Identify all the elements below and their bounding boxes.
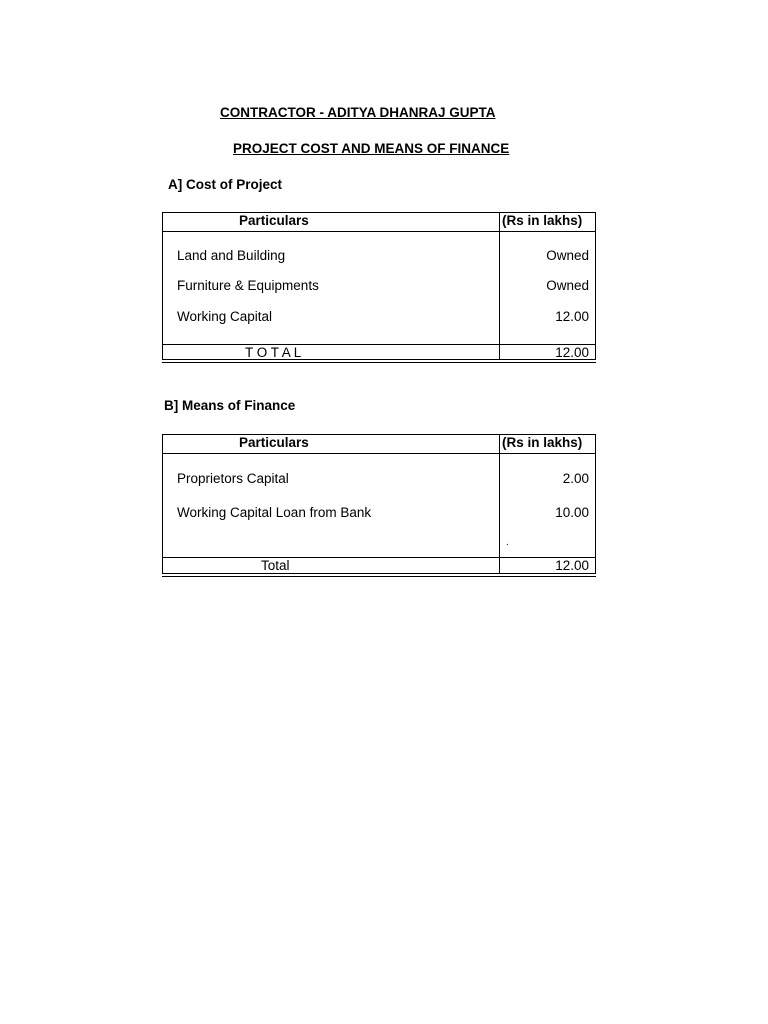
double-underline [162, 362, 596, 363]
table-row-value: Owned [546, 278, 589, 293]
table-row-value: 2.00 [562, 471, 589, 486]
total-label: T O T A L [245, 345, 302, 360]
total-divider [163, 557, 595, 558]
total-value: 12.00 [555, 558, 589, 573]
total-value: 12.00 [555, 345, 589, 360]
cost-of-project-table [162, 212, 596, 360]
stray-mark: . [506, 537, 509, 548]
header-divider [163, 453, 595, 454]
table-row-label: Furniture & Equipments [177, 278, 319, 293]
contractor-title: CONTRACTOR - ADITYA DHANRAJ GUPTA [220, 105, 496, 120]
double-underline [162, 576, 596, 577]
table-row-label: Working Capital [177, 309, 273, 324]
means-of-finance-table [162, 434, 596, 574]
total-label: Total [261, 558, 290, 573]
header-amount: (Rs in lakhs) [502, 435, 583, 450]
table-row-label: Working Capital Loan from Bank [177, 505, 372, 520]
column-divider [499, 213, 500, 359]
cost-of-project-heading: A] Cost of Project [168, 177, 283, 192]
column-divider [499, 435, 500, 573]
header-divider [163, 231, 595, 232]
table-row-value: 10.00 [555, 505, 589, 520]
table-row-label: Land and Building [177, 248, 286, 263]
project-title: PROJECT COST AND MEANS OF FINANCE [233, 141, 510, 156]
total-divider [163, 344, 595, 345]
header-particulars: Particulars [239, 435, 309, 450]
table-row-value: Owned [546, 248, 589, 263]
table-row-value: 12.00 [555, 309, 589, 324]
table-row-label: Proprietors Capital [177, 471, 289, 486]
header-particulars: Particulars [239, 213, 309, 228]
means-of-finance-heading: B] Means of Finance [164, 398, 296, 413]
header-amount: (Rs in lakhs) [502, 213, 583, 228]
